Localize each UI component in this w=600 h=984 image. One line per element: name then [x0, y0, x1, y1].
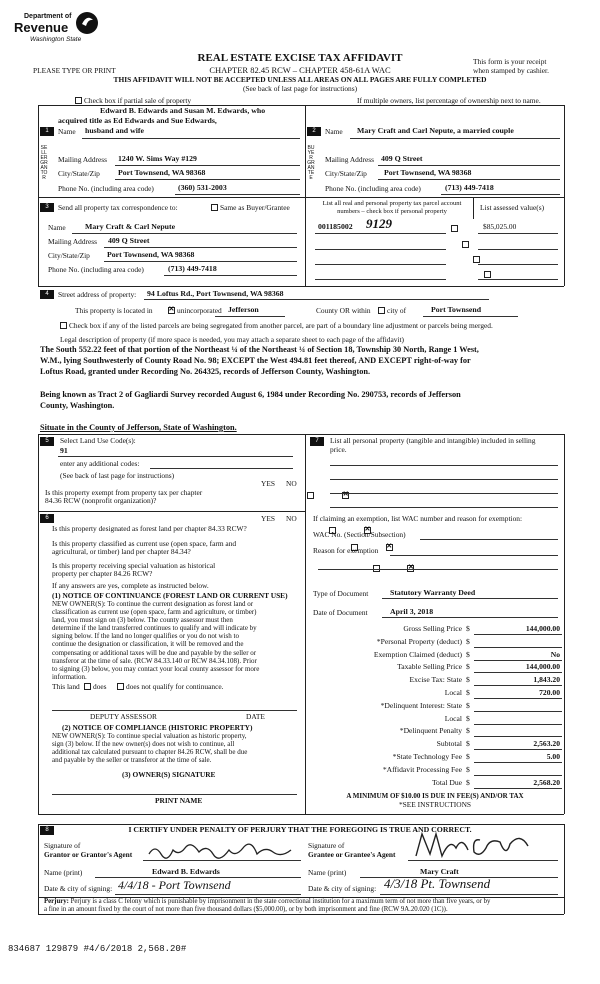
fee-label: Local	[444, 713, 462, 723]
dollar-sign: $	[466, 764, 470, 774]
fee-value[interactable]: 1,843.20	[533, 675, 560, 685]
assessed-value[interactable]: $85,025.00	[483, 222, 517, 231]
seller-city-label: City/State/Zip	[58, 169, 100, 178]
unincorporated-label: unincorporated	[177, 306, 222, 315]
dollar-sign: $	[466, 675, 470, 685]
corr-name[interactable]: Mary Craft & Carl Nepute	[85, 222, 176, 231]
document-date[interactable]: April 3, 2018	[390, 607, 434, 616]
city-of-checkbox[interactable]	[378, 307, 406, 316]
dollar-sign: $	[466, 777, 470, 787]
logo-line1: Department of	[24, 13, 72, 20]
notice2-body	[52, 732, 247, 764]
notice1-title: (1) NOTICE OF CONTINUANCE (FOREST LAND OR CURRENT USE)	[52, 591, 288, 600]
exempt-question-2: 84.36 RCW (nonprofit organization)?	[45, 496, 157, 505]
fee-value[interactable]: 144,000.00	[525, 662, 560, 672]
corr-mailing-label: Mailing Address	[48, 237, 98, 246]
county-label: County OR within	[316, 306, 371, 315]
assessor-date-label: DATE	[246, 712, 265, 721]
parcel-handwritten: 9129	[366, 216, 392, 231]
seller-name-line1: Edward B. Edwards and Susan M. Edwards, who	[100, 106, 266, 115]
wac-label: WAC No. (Section/Subsection)	[313, 530, 406, 539]
dollar-sign: $	[466, 739, 470, 749]
segregated-checkbox[interactable]	[60, 322, 493, 331]
section-7-badge: 7	[310, 437, 324, 446]
correspondence-label: Send all property tax correspondence to:	[58, 203, 178, 212]
notice1-line: land, you must sign on (3) below. The county assessor must then	[52, 616, 233, 625]
corr-mailing[interactable]: 409 Q Street	[108, 236, 150, 245]
grantor-agent-label: Grantor or Grantor's Agent	[44, 850, 133, 859]
notice1-line: NEW OWNER(S): To continue the current designation as forest land or	[52, 600, 254, 608]
does-not-checkbox[interactable]	[117, 683, 224, 692]
exempt-yes-checkbox[interactable]	[307, 492, 314, 499]
minimum-note: A MINIMUM OF $10.00 IS DUE IN FEE(S) AND/OR TAX	[346, 792, 524, 800]
s6-yes-header: YES	[261, 514, 275, 523]
fee-label: Exemption Claimed (deduct)	[373, 649, 462, 659]
fee-row	[310, 765, 562, 777]
corr-phone-label: Phone No. (including area code)	[48, 265, 144, 274]
dollar-sign: $	[466, 662, 470, 672]
fee-row	[310, 778, 562, 790]
grantee-sig-label-1: Signature of	[308, 841, 345, 850]
grantor-signature[interactable]	[145, 840, 295, 862]
reason-label: Reason for exemption	[313, 546, 379, 555]
logo-swirl-icon	[74, 10, 100, 36]
personal-property-label: List all personal property (tangible and intangible) included in selling	[330, 436, 536, 445]
fee-row	[310, 701, 562, 713]
section-6-badge: 6	[40, 514, 54, 523]
perjury-text-1: Perjury is a class C felony which is punishable by imprisonment in the state correctional institution for a maximum term of not more than five years, or by	[70, 898, 491, 905]
buyer-phone[interactable]: (713) 449-7418	[445, 183, 494, 192]
fee-row	[310, 662, 562, 674]
dollar-sign: $	[466, 636, 470, 646]
dollar-sign: $	[466, 649, 470, 659]
fee-value[interactable]: 720.00	[539, 688, 560, 697]
notice1-line: signing below. If the land no longer qualifies or you do not wish to	[52, 632, 239, 641]
land-use-yes-header: YES	[261, 479, 275, 488]
fee-row	[310, 637, 562, 649]
fee-value[interactable]: No	[550, 649, 560, 659]
notice2-line: and payable by the seller or transferor at the time of sale.	[52, 756, 212, 765]
notice1-line: continue the designation or classification, it will be removed and the	[52, 640, 244, 649]
seller-side-label: SELLER GRANTOR	[40, 145, 48, 181]
perjury-text-2: a fine in an amount fixed by the court of not more than five thousand dollars ($5,000.00), or by both imprisonment and fine (RCW 9A.20.020 (1C)).	[44, 906, 448, 913]
fee-value[interactable]: 5.00	[546, 752, 560, 761]
fee-label: *Delinquent Interest: State	[380, 700, 462, 710]
dor-logo	[8, 10, 108, 50]
notice1-line: transferor at the time of sale. (RCW 84.33.140 or RCW 84.34.108). Prior	[52, 656, 257, 665]
corr-city-label: City/State/Zip	[48, 251, 90, 260]
personal-property-checkbox-4[interactable]	[484, 271, 491, 278]
fee-label: Local	[444, 688, 462, 697]
fee-label: Excise Tax: State	[409, 675, 462, 685]
print-name-label: PRINT NAME	[155, 796, 203, 805]
section-3-badge: 3	[40, 203, 54, 212]
legal-line-4: Being known as Tract 2 of Gagliardi Survey recorded August 6, 1984 under Recording No. 290753, records of Jefferson	[40, 390, 461, 399]
grantee-name-label: Name (print)	[308, 868, 347, 877]
fee-row	[310, 624, 562, 636]
personal-property-checkbox-2[interactable]	[462, 241, 469, 248]
buyer-name[interactable]: Mary Craft and Carl Nepute, a married couple	[357, 126, 514, 135]
segregated-label: Check box if any of the listed parcels are being segregated from another parcel, are part of a boundary line adjustment or parcels being merged.	[69, 321, 493, 330]
exempt-question: Is this property exempt from property tax per chapter	[45, 488, 203, 497]
notice1-line: information.	[52, 672, 87, 681]
grantor-print-name[interactable]: Edward B. Edwards	[152, 867, 220, 876]
certify-statement: I CERTIFY UNDER PENALTY OF PERJURY THAT THE FOREGOING IS TRUE AND CORRECT.	[128, 825, 472, 834]
partial-sale-label: Check box if partial sale of property	[84, 96, 192, 105]
dollar-sign: $	[466, 688, 470, 697]
fee-row	[310, 752, 562, 764]
fee-label: *Affidavit Processing Fee	[382, 764, 462, 774]
fee-label: *State Technology Fee	[392, 752, 462, 761]
does-checkbox[interactable]	[84, 683, 107, 692]
historic-question-2: property per chapter 84.26 RCW?	[52, 569, 153, 578]
notice1-line: classification as current use (open space, farm and agriculture, or timber)	[52, 608, 257, 617]
fee-label: Subtotal	[436, 739, 462, 749]
section-4-badge: 4	[40, 290, 54, 299]
notice2-line: additional tax calculated pursuant to chapter 84.26 RCW, shall be due	[52, 748, 248, 757]
assessed-value-header: List assessed value(s)	[480, 203, 545, 212]
personal-property-checkbox-3[interactable]	[473, 256, 480, 263]
seller-mailing-address[interactable]: 1240 W. Sims Way #129	[118, 154, 197, 163]
corr-phone[interactable]: (713) 449-7418	[168, 264, 217, 273]
dollar-sign: $	[466, 624, 470, 633]
buyer-mailing-label: Mailing Address	[325, 155, 375, 164]
section-8-badge: 8	[40, 826, 54, 835]
notice1-line: compensating or additional taxes will be due and payable by the seller or	[52, 648, 257, 657]
fee-label: *Personal Property (deduct)	[376, 636, 462, 646]
grantee-signature[interactable]	[410, 828, 550, 862]
deputy-assessor-label: DEPUTY ASSESSOR	[90, 712, 157, 721]
property-city[interactable]: Port Townsend	[431, 305, 482, 314]
fee-row	[310, 726, 562, 738]
current-use-question-2: agricultural, or timber) land per chapter 84.34?	[52, 547, 191, 556]
please-type: PLEASE TYPE OR PRINT	[33, 66, 116, 75]
buyer-name-label: Name	[325, 127, 343, 136]
fee-row	[310, 688, 562, 700]
section-2-badge: 2	[307, 127, 321, 136]
doc-type-label: Type of Document	[313, 589, 369, 598]
grantor-date-label: Date & city of signing:	[44, 884, 113, 893]
buyer-city-state-zip[interactable]: Port Townsend, WA 98368	[384, 168, 472, 177]
parcel-number[interactable]: 001185002	[318, 222, 353, 231]
seller-name-label: Name	[58, 127, 76, 136]
logo-line3: Washington State	[30, 36, 82, 43]
doc-date-label: Date of Document	[313, 608, 368, 617]
dollar-sign: $	[466, 700, 470, 710]
fee-label: Gross Selling Price	[403, 624, 462, 633]
seller-name-line2: acquired title as Ed Edwards and Sue Edwards,	[58, 116, 217, 125]
fee-row	[310, 739, 562, 751]
grantee-date-label: Date & city of signing:	[308, 884, 377, 893]
notice2-line: NEW OWNER(S): To continue special valuation as historic property,	[52, 732, 247, 740]
forest-land-question: Is this property designated as forest land per chapter 84.33 RCW?	[52, 524, 247, 533]
grantee-print-name[interactable]: Mary Craft	[420, 867, 459, 876]
current-use-no-checkbox[interactable]	[386, 544, 393, 551]
does-label: does	[93, 682, 107, 691]
fee-row	[310, 714, 562, 726]
seller-city-state-zip[interactable]: Port Townsend, WA 98368	[118, 168, 206, 177]
historic-question: Is this property receiving special valuation as historical	[52, 561, 216, 570]
grantor-date-city[interactable]: 4/4/18 - Port Townsend	[118, 878, 231, 892]
warning-text: THIS AFFIDAVIT WILL NOT BE ACCEPTED UNLESS ALL AREAS ON ALL PAGES ARE FULLY COMPLETED	[113, 75, 487, 84]
land-use-no-header: NO	[286, 479, 297, 488]
city-of-label: city of	[387, 306, 407, 315]
street-label: Street address of property:	[58, 290, 137, 299]
unincorporated-checkbox[interactable]	[168, 307, 222, 316]
section-5-badge: 5	[40, 437, 54, 446]
fee-label: Taxable Selling Price	[397, 662, 462, 672]
grantee-agent-label: Grantee or Grantee's Agent	[308, 850, 396, 859]
legal-description-label: Legal description of property (if more space is needed, you may attach a separate sheet to each page of the affidavit)	[60, 335, 404, 344]
seller-phone-label: Phone No. (including area code)	[58, 184, 154, 193]
buyer-city-label: City/State/Zip	[325, 169, 367, 178]
cashier-stamp: 834687 129879 #4/6/2018 2,568.20#	[8, 944, 187, 954]
dollar-sign: $	[466, 713, 470, 723]
receipt-note: This form is your receipt	[473, 57, 547, 66]
seller-phone[interactable]: (360) 531-2003	[178, 183, 227, 192]
dollar-sign: $	[466, 752, 470, 761]
same-as-buyer-checkbox[interactable]	[211, 204, 290, 213]
fee-value[interactable]: 2,563.20	[533, 739, 560, 749]
does-not-label: does not qualify for continuance.	[126, 682, 224, 691]
legal-line-2: W.M., lying Southwesterly of County Road No. 98; EXCEPT the West 494.81 feet thereof, AND EXCEPT right-of-way for	[40, 356, 471, 365]
situate-line: Situate in the County of Jefferson, State of Washington.	[40, 423, 237, 432]
buyer-mailing-address[interactable]: 409 Q Street	[381, 154, 423, 163]
document-type[interactable]: Statutory Warranty Deed	[390, 588, 476, 597]
fee-table	[310, 624, 562, 794]
owner-signature-label: (3) OWNER(S) SIGNATURE	[122, 770, 216, 779]
chapter-ref: CHAPTER 82.45 RCW – CHAPTER 458-61A WAC	[209, 65, 391, 75]
receipt-note-2: when stamped by cashier.	[473, 66, 549, 75]
claim-exemption-label: If claiming an exemption, list WAC number and reason for exemption:	[313, 514, 523, 523]
legal-line-3: Loftus Road, granted under Recording No. 264325, records of Jefferson County, Washington.	[40, 367, 371, 376]
fee-row	[310, 650, 562, 662]
corr-city[interactable]: Port Townsend, WA 98368	[107, 250, 195, 259]
see-instructions-note: *SEE INSTRUCTIONS	[398, 800, 472, 809]
parcel-header-1: List all real and personal property tax parcel account	[322, 200, 462, 207]
fee-value[interactable]: 2,568.20	[533, 777, 560, 787]
fee-label: *Delinquent Penalty	[399, 726, 462, 736]
current-use-question: Is this property classified as current use (open space, farm and	[52, 539, 237, 548]
same-as-buyer-label: Same as Buyer/Grantee	[220, 203, 290, 212]
grantor-sig-label-1: Signature of	[44, 841, 81, 850]
personal-property-checkbox-1[interactable]	[451, 225, 458, 232]
additional-codes-label: enter any additional codes:	[60, 459, 140, 468]
fee-label: Total Due	[431, 777, 462, 787]
grantor-name-label: Name (print)	[44, 868, 83, 877]
section-1-badge: 1	[40, 127, 54, 136]
perjury-label: Perjury:	[44, 898, 69, 905]
corr-name-label: Name	[48, 223, 66, 232]
this-land-label: This land	[52, 682, 80, 691]
fee-value[interactable]: 144,000.00	[525, 624, 560, 633]
if-yes-note: If any answers are yes, complete as instructed below.	[52, 581, 209, 590]
county-name[interactable]: Jefferson	[228, 305, 259, 314]
multiple-owners-note: If multiple owners, list percentage of ownership next to name.	[357, 96, 541, 105]
land-use-code[interactable]: 91	[60, 446, 68, 455]
fee-row	[310, 675, 562, 687]
dollar-sign: $	[466, 726, 470, 736]
see-back-note: (See back of last page for instructions)	[242, 84, 358, 93]
buyer-phone-label: Phone No. (including area code)	[325, 184, 421, 193]
land-use-label: Select Land Use Code(s):	[60, 436, 136, 445]
notice1-body	[52, 600, 259, 681]
s6-no-header: NO	[286, 514, 297, 523]
property-street-address[interactable]: 94 Loftus Rd., Port Townsend, WA 98368	[147, 289, 284, 298]
notice1-line: determine if the land transferred continues to qualify and will indicate by	[52, 624, 257, 633]
located-label: This property is located in	[75, 306, 153, 315]
personal-property-label-2: price.	[330, 445, 347, 454]
land-use-see-back: (See back of last page for instructions)	[60, 471, 175, 480]
seller-mailing-label: Mailing Address	[58, 155, 108, 164]
parcel-header-2: numbers – check box if personal property	[337, 208, 447, 215]
notice2-title: (2) NOTICE OF COMPLIANCE (HISTORIC PROPERTY)	[62, 723, 253, 732]
buyer-side-label: BUYER GRANTEE	[307, 145, 315, 181]
form-title: REAL ESTATE EXCISE TAX AFFIDAVIT	[197, 52, 403, 64]
legal-line-5: County, Washington.	[40, 401, 115, 410]
notice1-line: to signing (3) below, you may contact your local county assessor for more	[52, 664, 260, 673]
seller-name-line3[interactable]: husband and wife	[85, 126, 144, 135]
logo-line2: Revenue	[14, 20, 69, 35]
grantee-date-city[interactable]: 4/3/18 Pt. Townsend	[384, 876, 491, 891]
notice2-line: sign (3) below. If the new owner(s) does not wish to continue, all	[52, 740, 235, 749]
legal-line-1: The South 552.22 feet of that portion of the Northeast ¼ of the Northeast ¼ of Section 18, Township 30 North, Range 1 West,	[40, 345, 479, 354]
